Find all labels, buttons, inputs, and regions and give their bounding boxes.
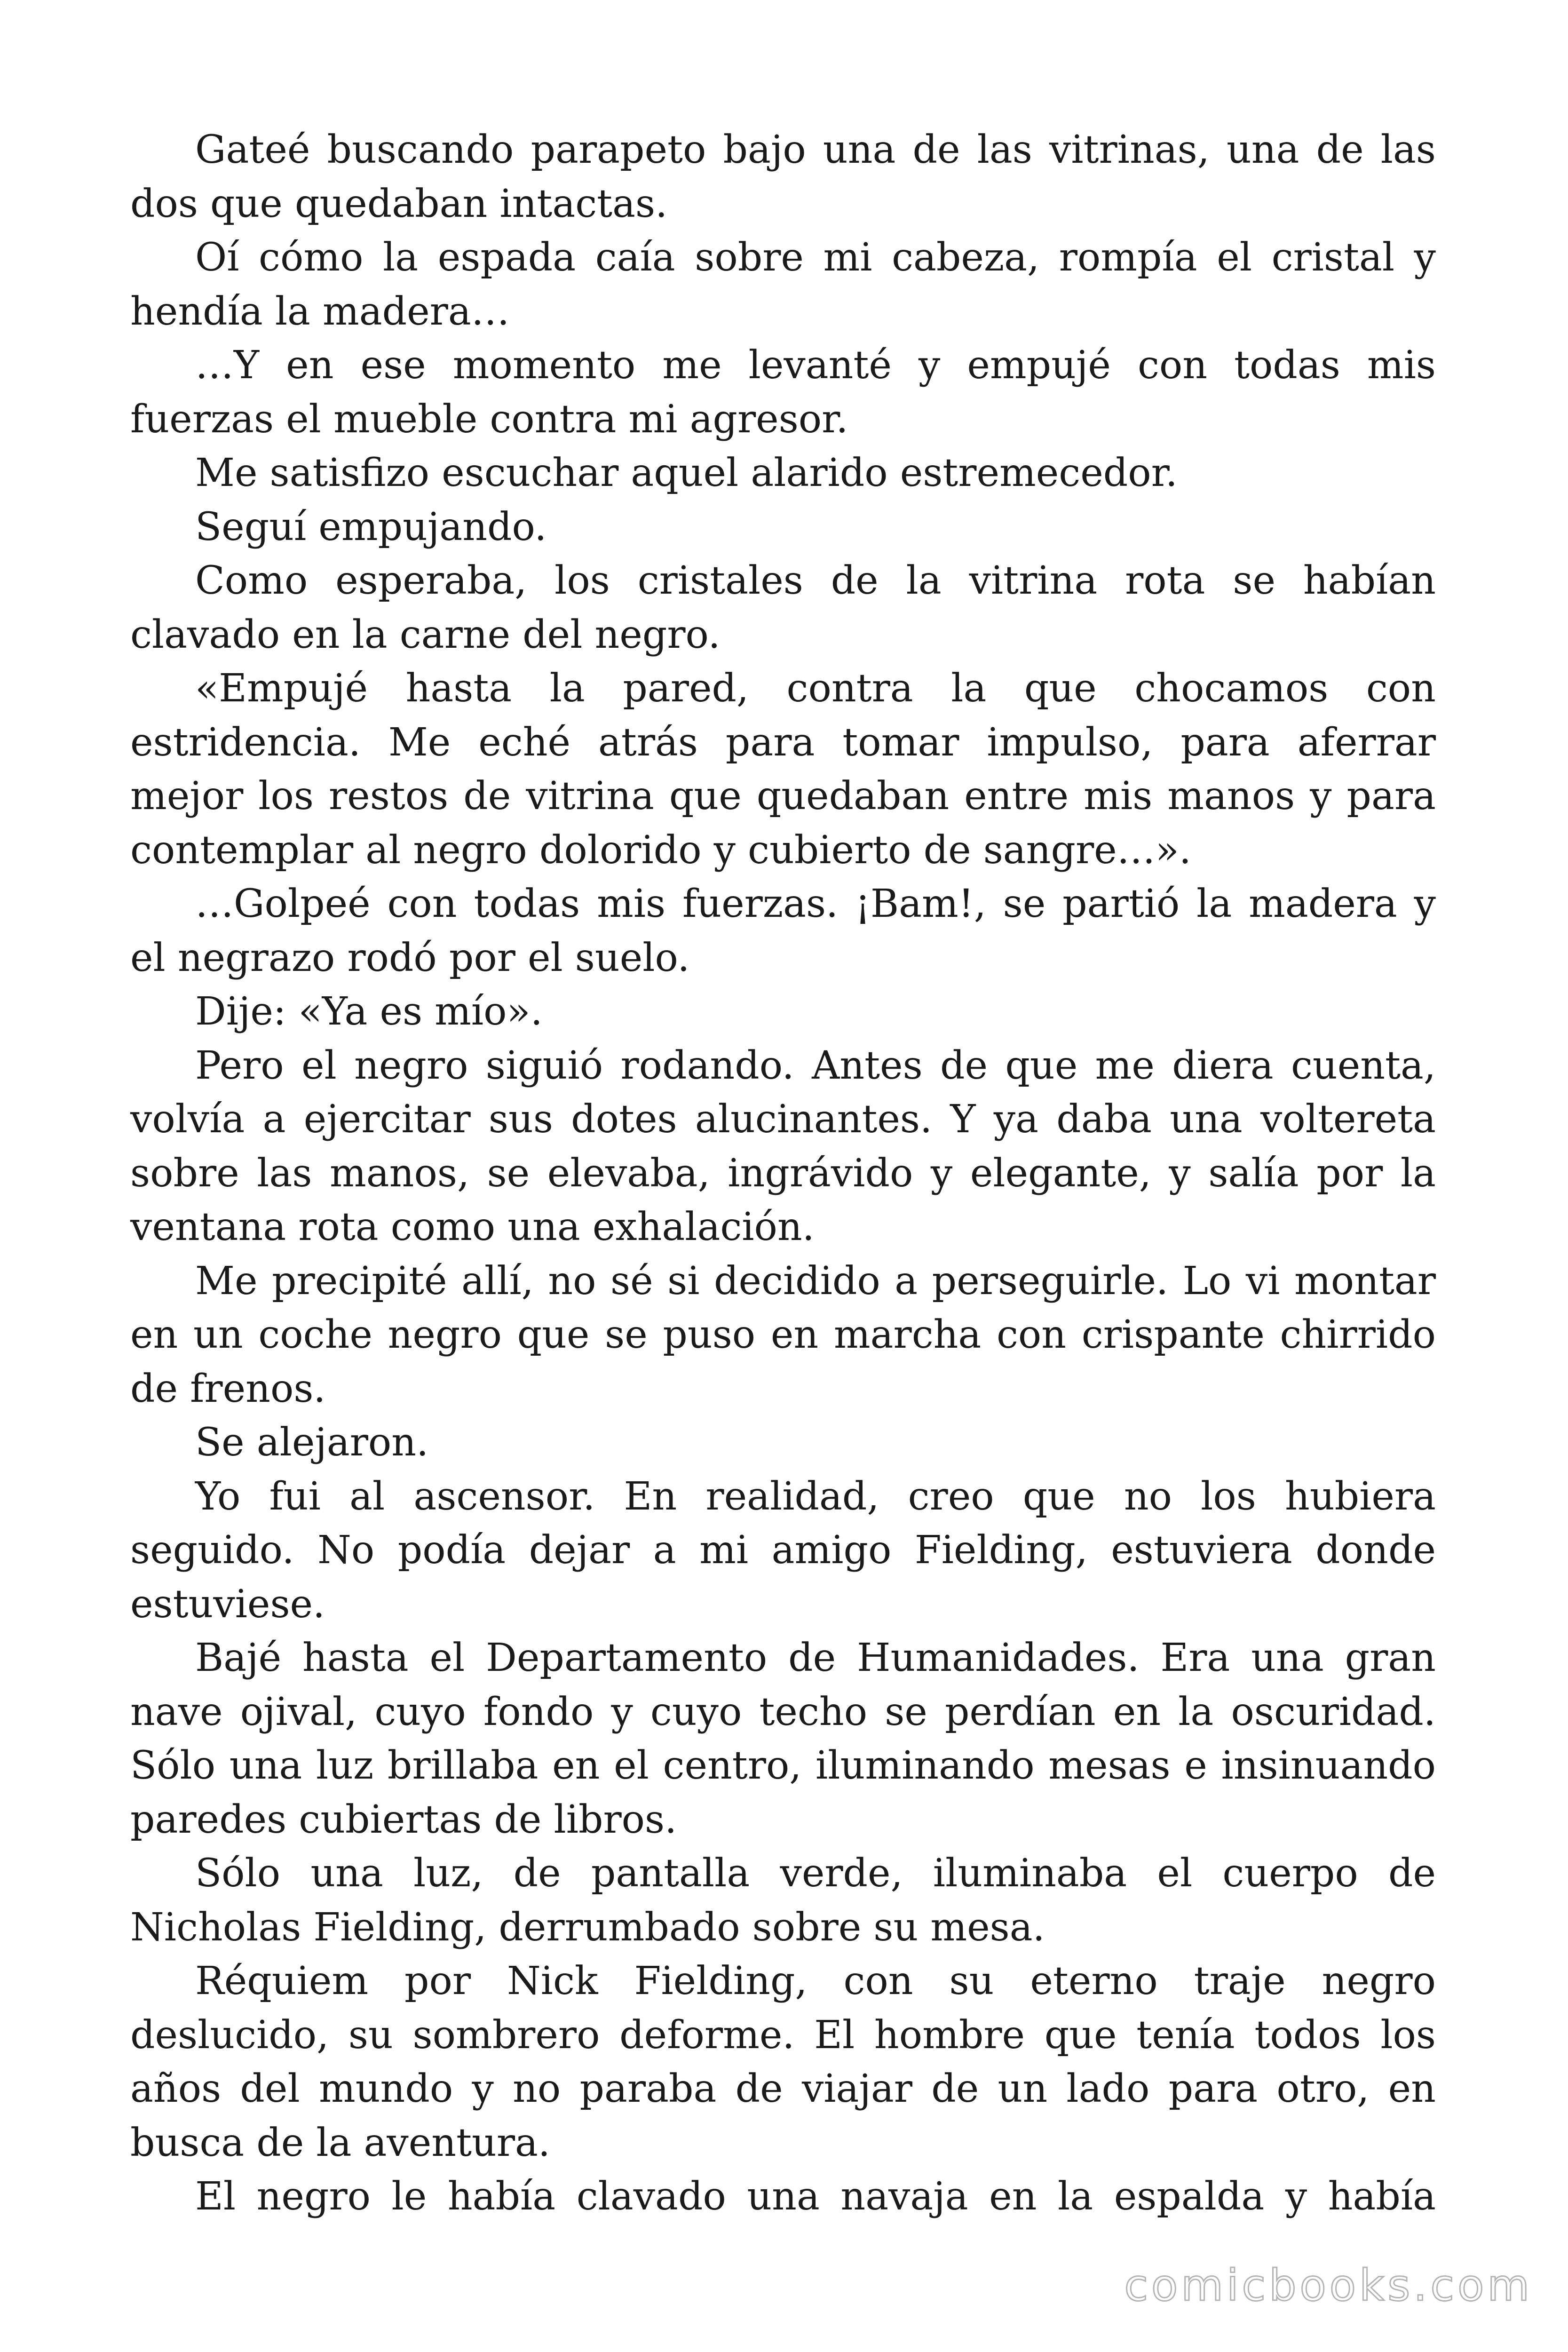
paragraph: «Empujé hasta la pared, contra la que chocamos con estridencia. Me eché atrás para tomar impulso, para aferrar mejor los restos de vitrina que quedaban entre mis manos y para contemplar al negro dolorido y cubierto de sangre…». — [130, 666, 1436, 873]
paragraph: Gateé buscando parapeto bajo una de las vitrinas, una de las dos que quedaban intactas. — [130, 127, 1436, 226]
paragraph: …Golpeé con todas mis fuerzas. ¡Bam!, se partió la madera y el negrazo rodó por el suelo. — [130, 882, 1436, 980]
paragraph: Se alejaron. — [195, 1420, 429, 1465]
body-text — [130, 123, 1436, 2224]
paragraph: Me precipité allí, no sé si decidido a perseguirle. Lo vi montar en un coche negro que se puso en marcha con crispante chirrido de frenos. — [130, 1258, 1436, 1411]
watermark: comicbooks.com — [1124, 2260, 1533, 2311]
paragraph: Como esperaba, los cristales de la vitrina rota se habían clavado en la carne del negro. — [130, 558, 1436, 657]
paragraph-last: El negro le había clavado una navaja en la espalda y había — [195, 2174, 1436, 2219]
paragraph: Pero el negro siguió rodando. Antes de que me diera cuenta, volvía a ejercitar sus dotes alucinantes. Y ya daba una voltereta sobre las manos, se elevaba, ingrávido y elegante, y salía por la ventana rota como una exhalación. — [130, 1043, 1436, 1249]
paragraph: Réquiem por Nick Fielding, con su eterno traje negro deslucido, su sombrero deforme. El hombre que tenía todos los años del mundo y no paraba de viajar de un lado para otro, en busca de la aventura. — [130, 1959, 1436, 2165]
paragraph: Sólo una luz, de pantalla verde, iluminaba el cuerpo de Nicholas Fielding, derrumbado sobre su mesa. — [130, 1851, 1436, 1950]
paragraph: Oí cómo la espada caía sobre mi cabeza, rompía el cristal y hendía la madera… — [130, 235, 1436, 334]
paragraph: Me satisfizo escuchar aquel alarido estremecedor. — [195, 451, 1178, 495]
paragraph: Bajé hasta el Departamento de Humanidades. Era una gran nave ojival, cuyo fondo y cuyo techo se perdían en la oscuridad. Sólo una luz brillaba en el centro, iluminando mesas e insinuando paredes cubiertas de libros. — [130, 1636, 1436, 1842]
paragraph: Dije: «Ya es mío». — [195, 989, 543, 1034]
paragraph: Seguí empujando. — [195, 504, 547, 549]
paragraph: Yo fui al ascensor. En realidad, creo que no los hubiera seguido. No podía dejar a mi amigo Fielding, estuviera donde estuviese. — [130, 1474, 1436, 1627]
paragraph: …Y en ese momento me levanté y empujé con todas mis fuerzas el mueble contra mi agresor. — [130, 343, 1436, 442]
